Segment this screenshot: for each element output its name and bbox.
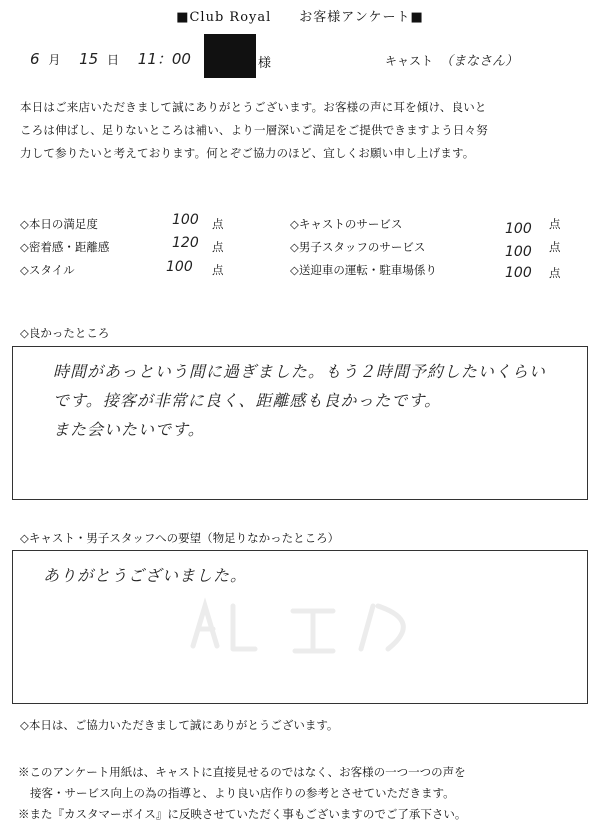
good-points-line: 時間があっという間に過ぎました。もう２時間予約したいくらい [53,362,546,381]
redacted-customer-name [204,34,256,78]
rating-label-satisfaction: ◇本日の満足度 [20,217,98,231]
rating-label-style: ◇スタイル [20,263,75,277]
bleed-through-mark [183,591,443,661]
requests-label: ◇キャスト・男子スタッフへの要望（物足りなかったところ） [20,531,340,545]
requests-box [12,550,588,704]
intro-line: ころは伸ばし、足りないところは補い、より一層深いご満足をご提供できますよう日々努 [20,123,488,137]
time-value: 11：00 [137,50,191,68]
rating-unit: 点 [549,217,561,231]
rating-unit: 点 [549,240,561,254]
rating-unit: 点 [212,263,224,277]
footer-line: ※また『カスタマーボイス』に反映させていただく事もございますのでご了承下さい。 [18,807,467,821]
visit-date-line [30,48,195,69]
rating-score-staff-service: 100 [505,244,532,260]
good-points-box [12,346,588,500]
intro-paragraph [20,96,580,165]
cast-label: キャスト [385,54,434,68]
good-points-label: ◇良かったところ [20,326,110,340]
rating-label-staff-service: ◇男子スタッフのサービス [290,240,426,254]
rating-score-satisfaction: 100 [172,212,199,228]
intro-line: 力して参りたいと考えております。何とぞご協力のほど、宜しくお願い申し上げます。 [20,146,475,160]
rating-label-cast-service: ◇キャストのサービス [290,217,403,231]
thanks-message: ◇本日は、ご協力いただきまして誠にありがとうございます。 [20,718,339,732]
rating-score-driver-parking: 100 [505,265,532,281]
rating-label-driver-parking: ◇送迎車の運転・駐車場係り [290,263,437,277]
day-value: 15 [79,50,99,68]
footer-notes [18,762,588,825]
good-points-line: です。接客が非常に良く、距離感も良かったです。 [53,391,442,410]
rating-unit: 点 [212,240,224,254]
day-label: 日 [107,53,120,67]
rating-score-cast-service: 100 [505,221,532,237]
rating-unit: 点 [212,217,224,231]
footer-line: 接客・サービス向上の為の指導と、より良い店作りの参考とさせていただきます。 [30,786,455,800]
rating-unit: 点 [549,266,561,280]
cast-name: （まなさん） [440,54,519,69]
requests-line: ありがとうございました。 [43,566,248,585]
intro-line: 本日はご来店いただきまして誠にありがとうございます。お客様の声に耳を傾け、良いと [20,100,487,114]
honorific-sama: 様 [258,56,272,71]
requests-text [13,551,587,590]
rating-score-style: 100 [166,259,193,275]
rating-label-closeness: ◇密着感・距離感 [20,240,110,254]
footer-line: ※このアンケート用紙は、キャストに直接見せるのではなく、お客様の一つ一つの声を [18,765,466,779]
good-points-text [13,347,587,444]
month-label: 月 [48,53,61,67]
month-value: 6 [30,50,40,68]
rating-score-closeness: 120 [172,235,199,251]
survey-title: ■Club Royal お客様アンケート■ [176,10,424,25]
good-points-line: また会いたいです。 [53,420,205,439]
